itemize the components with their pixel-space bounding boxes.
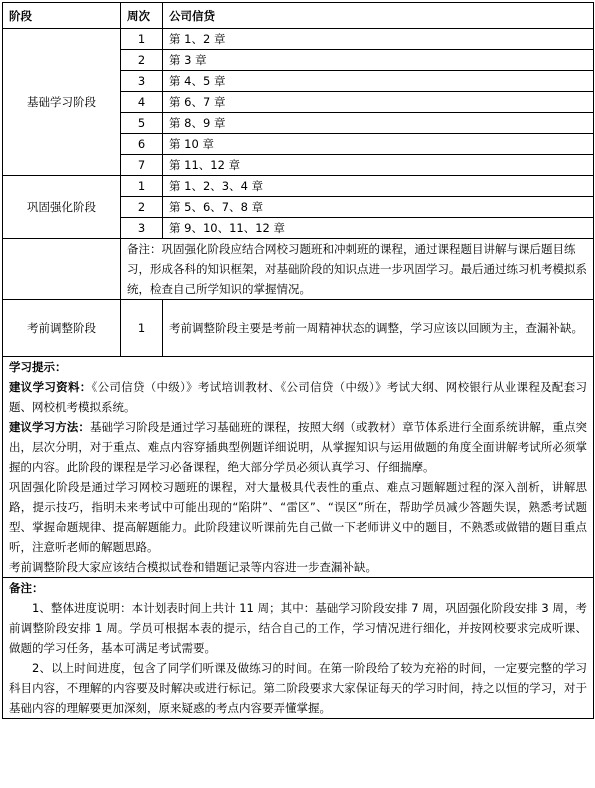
basic-content: 第 3 章: [163, 50, 594, 71]
basic-content: 第 11、12 章: [163, 155, 594, 176]
basic-content: 第 10 章: [163, 134, 594, 155]
consolidate-week: 2: [121, 197, 163, 218]
remarks-row: [3, 578, 594, 719]
consolidate-note: 备注：巩固强化阶段应结合网校习题班和冲刺班的课程，通过课程题目讲解与课后题目练习，形成各科的知识框架，对基础阶段的知识点进一步巩固学习。最后通过练习机考模拟系统，检查自己所学知识的掌握情况。: [121, 239, 594, 300]
stage-final: 考前调整阶段: [3, 300, 121, 357]
consolidate-content: 第 1、2、3、4 章: [163, 176, 594, 197]
remarks-title: 备注：: [9, 581, 44, 595]
basic-content: 第 1、2 章: [163, 29, 594, 50]
consolidate-note-row: [3, 239, 594, 300]
basic-week: 3: [121, 71, 163, 92]
header-stage: 阶段: [3, 3, 121, 29]
remarks: [3, 578, 594, 719]
basic-week: 4: [121, 92, 163, 113]
tips-row: [3, 357, 594, 578]
method-text: 基础学习阶段是通过学习基础班的课程，按照大纲（或教材）章节体系进行全面系统讲解，重点突出，层次分明，对于重点、难点内容穿插典型例题详细说明，从掌握知识与运用做题的角度全面讲解考试所必须掌握的内容。此阶段的课程是学习必备课程，绝大部分学员必须认真学习、仔细揣摩。: [9, 420, 588, 474]
basic-week: 2: [121, 50, 163, 71]
basic-week: 5: [121, 113, 163, 134]
final-content: 考前调整阶段主要是考前一周精神状态的调整，学习应该以回顾为主，查漏补缺。: [163, 300, 594, 357]
tips-materials: [9, 377, 587, 417]
consolidate-row: [3, 176, 594, 197]
tips-final: 考前调整阶段大家应该结合模拟试卷和错题记录等内容进一步查漏补缺。: [9, 560, 377, 574]
materials-text: 《公司信贷（中级）》考试培训教材、《公司信贷（中级）》考试大纲、网校银行从业课程及配套习题、网校机考模拟系统。: [9, 380, 587, 414]
study-plan-table: [2, 2, 594, 719]
note-blank-cell: [3, 239, 121, 300]
header-row: [3, 3, 594, 29]
header-week: 周次: [121, 3, 163, 29]
consolidate-content: 第 9、10、11、12 章: [163, 218, 594, 239]
basic-week: 7: [121, 155, 163, 176]
basic-week: 6: [121, 134, 163, 155]
final-row: [3, 300, 594, 357]
basic-content: 第 4、5 章: [163, 71, 594, 92]
header-subject: 公司信贷: [163, 3, 594, 29]
remarks-item-2: 2、以上时间进度，包含了同学们听课及做练习的时间。在第一阶段给了较为充裕的时间，一定要完整的学习科目内容，不理解的内容要及时解决或进行标记。第二阶段要求大家保证每天的学习时间，持之以恒的学习，对于基础内容的理解要更加深刻，原来疑惑的考点内容要弄懂掌握。: [9, 661, 587, 715]
method-label: 建议学习方法：: [9, 420, 90, 434]
tips-title: 学习提示：: [9, 360, 67, 374]
basic-week: 1: [121, 29, 163, 50]
final-week: 1: [121, 300, 163, 357]
basic-content: 第 8、9 章: [163, 113, 594, 134]
tips-consolidate: 巩固强化阶段是通过学习网校习题班的课程，对大量极具代表性的重点、难点习题解题过程的深入剖析，讲解思路，提示技巧，指明未来考试中可能出现的“陷阱”、“雷区”、“误区”所在，帮助学员减少答题失误，熟悉考试题型、掌握命题规律、提高解题能力。此阶段建议听课前先自己做一下老师讲义中的题目，不熟悉或做错的题目重点听，注意听老师的解题思路。: [9, 480, 587, 554]
stage-basic: 基础学习阶段: [3, 29, 121, 176]
stage-consolidate: 巩固强化阶段: [3, 176, 121, 239]
materials-label: 建议学习资料：: [9, 380, 92, 394]
consolidate-week: 3: [121, 218, 163, 239]
consolidate-week: 1: [121, 176, 163, 197]
tips-method: [9, 417, 587, 477]
basic-row: [3, 29, 594, 50]
study-tips: [3, 357, 594, 578]
remarks-item-1: 1、整体进度说明：本计划表时间上共计 11 周；其中：基础学习阶段安排 7 周，巩固强化阶段安排 3 周，考前调整阶段安排 1 周。学员可根据本表的提示，结合自己的工作，学习情况进行细化，并按网校要求完成听课、做题的学习任务，基本可满足考试需要。: [9, 601, 587, 655]
basic-content: 第 6、7 章: [163, 92, 594, 113]
consolidate-content: 第 5、6、7、8 章: [163, 197, 594, 218]
